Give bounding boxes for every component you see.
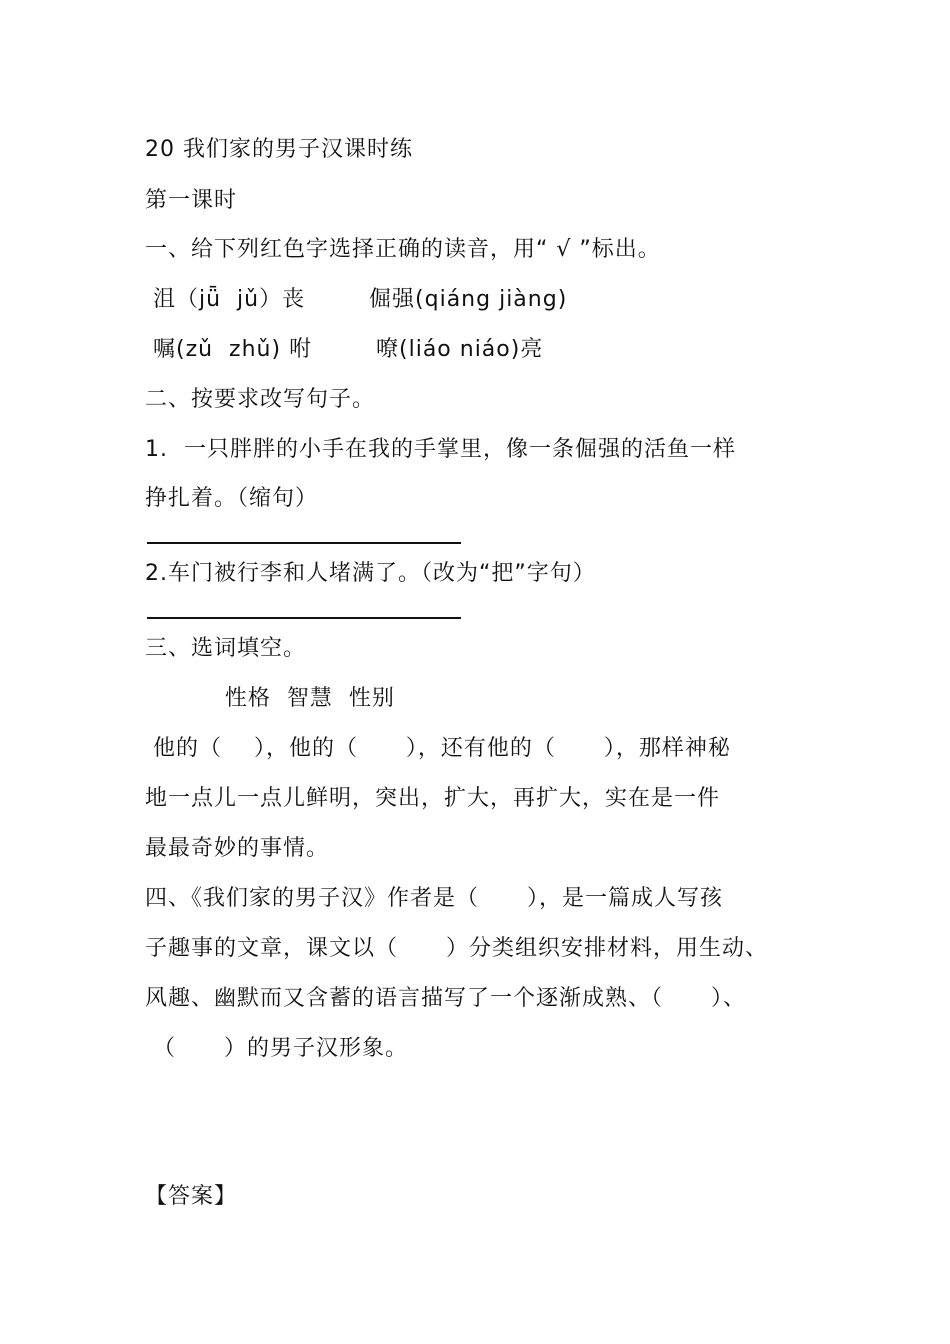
section3-heading: 三、选词填空。 — [145, 636, 307, 661]
section4-line1: 四、《我们家的男子汉》作者是（ ），是一篇成人写孩 — [145, 886, 723, 911]
question1-line2: 挣扎着。（缩句） — [145, 486, 319, 511]
word-choices: 性格 智慧 性别 — [145, 686, 395, 711]
section4-line3: 风趣、幽默而又含蓄的语言描写了一个逐渐成熟、（ ）、 — [145, 986, 746, 1011]
pinyin-row-1: 沮（jǖ jǔ）丧 倔强(qiáng jiàng) — [145, 287, 568, 312]
question1-line1: 1. 一只胖胖的小手在我的手掌里，像一条倔强的活鱼一样 — [145, 437, 736, 462]
worksheet-title: 20 我们家的男子汉课时练 — [145, 137, 413, 162]
section2-heading: 二、按要求改写句子。 — [145, 387, 376, 412]
answer-heading: 【答案】 — [145, 1184, 238, 1209]
section1-heading: 一、给下列红色字选择正确的读音，用“ √ ”标出。 — [145, 237, 661, 262]
pinyin-row-2: 嘱(zǔ zhǔ) 咐 嘹(liáo niáo)亮 — [145, 337, 544, 362]
fill-blank-line1: 他的（ ），他的（ ），还有他的（ ），那样神秘 — [145, 736, 731, 761]
fill-blank-line3: 最最奇妙的事情。 — [145, 836, 330, 861]
section4-line4: （ ）的男子汉形象。 — [145, 1036, 408, 1061]
answer-line-2 — [147, 617, 461, 619]
answer-line-1 — [147, 542, 461, 544]
question2: 2.车门被行李和人堵满了。（改为“把”字句） — [145, 561, 596, 586]
fill-blank-line2: 地一点儿一点儿鲜明，突出，扩大，再扩大，实在是一件 — [145, 786, 721, 811]
section4-line2: 子趣事的文章，课文以（ ）分类组织安排材料，用生动、 — [145, 936, 768, 961]
lesson-label: 第一课时 — [145, 188, 238, 213]
